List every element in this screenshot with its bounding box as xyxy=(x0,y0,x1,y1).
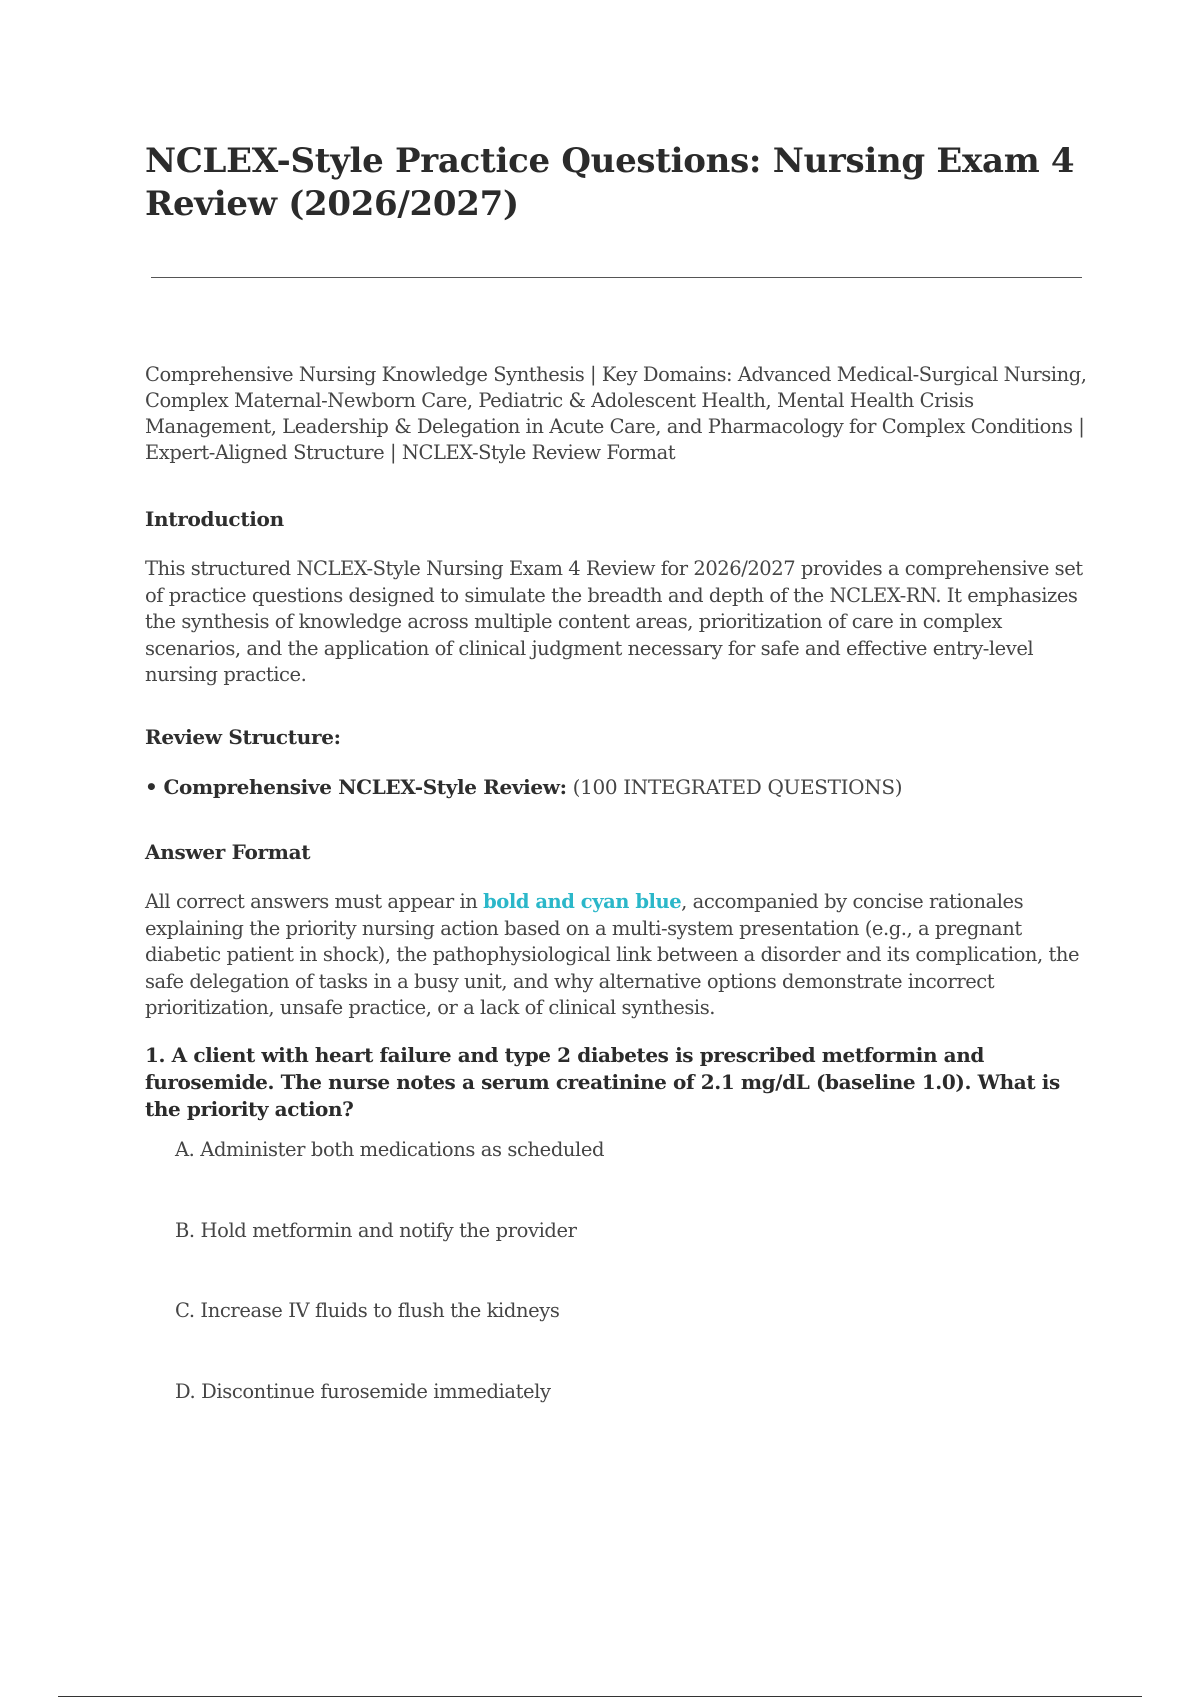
document-subtitle: Comprehensive Nursing Knowledge Synthesis | Key Domains: Advanced Medical-Surgical Nursing, Complex Maternal-Newborn Care, Pediatric & Adolescent Health, Mental Health Crisis Management, Leadership & Delegation in Acute Care, and Pharmacology for Complex Conditions | Expert-Aligned Structure | NCLEX-Style Review Format xyxy=(145,363,1087,464)
bullet-detail: (100 INTEGRATED QUESTIONS) xyxy=(572,775,903,799)
title-divider xyxy=(151,277,1082,278)
answer-format-heading: Answer Format xyxy=(145,840,311,864)
introduction-body: This structured NCLEX-Style Nursing Exam 4 Review for 2026/2027 provides a comprehensive set of practice questions designed to simulate the breadth and depth of the NCLEX-RN. It emphasizes the synthesis of knowledge across multiple content areas, prioritization of care in complex scenarios, and the application of clinical judgment necessary for safe and effective entry-level nursing practice. xyxy=(145,557,1083,686)
bullet-marker: • xyxy=(145,775,158,799)
introduction-heading: Introduction xyxy=(145,507,284,531)
review-structure-heading: Review Structure: xyxy=(145,725,341,749)
answer-format-body xyxy=(145,889,1085,1022)
review-structure-bullet xyxy=(145,775,902,799)
bullet-label: Comprehensive NCLEX-Style Review: xyxy=(163,775,567,799)
document-page xyxy=(145,140,1085,226)
question-1-option-a[interactable]: A. Administer both medications as scheduled xyxy=(175,1138,605,1161)
question-1-option-d[interactable]: D. Discontinue furosemide immediately xyxy=(175,1380,551,1403)
answer-format-text-start: All correct answers must appear in xyxy=(145,890,484,913)
question-1-option-b[interactable]: B. Hold metformin and notify the provider xyxy=(175,1219,577,1242)
answer-format-text-end: , accompanied by concise rationales explaining the priority nursing action based on a multi-system presentation (e.g., a pregnant diabetic patient in shock), the pathophysiological link between a disorder and its complication, the safe delegation of tasks in a busy unit, and why alternative options demonstrate incorrect prioritization, unsafe practice, or a lack of clinical synthesis. xyxy=(145,890,1080,1019)
answer-format-highlight: bold and cyan blue xyxy=(483,890,682,913)
document-title: NCLEX-Style Practice Questions: Nursing Exam 4 Review (2026/2027) xyxy=(145,141,1075,224)
question-1-stem: 1. A client with heart failure and type 2 diabetes is prescribed metformin and furosemide. The nurse notes a serum creatinine of 2.1 mg/dL (baseline 1.0). What is the priority action? xyxy=(145,1043,1060,1121)
question-1-option-c[interactable]: C. Increase IV fluids to flush the kidneys xyxy=(175,1299,560,1322)
footer-divider xyxy=(58,1696,1142,1697)
